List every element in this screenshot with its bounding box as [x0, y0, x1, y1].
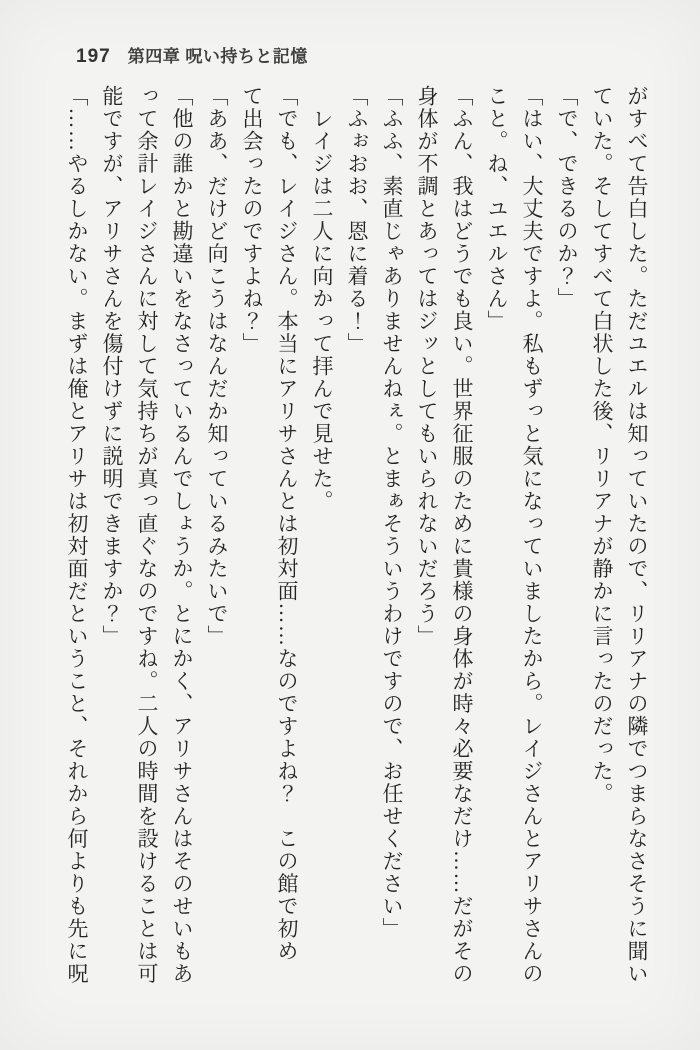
text-line: がすべて告白した。ただユエルは知っていたので、リリアナの隣でつまらなさそうに聞い [625, 85, 649, 985]
text-line: 「でも、レイジさん。本当にアリサさんとは初対面……なのですよね？ この館で初め [275, 85, 299, 963]
text-line: って余計レイジさんに対して気持ちが真っ直ぐなのですね。二人の時間を設けることは可 [135, 85, 159, 985]
vertical-text-block [59, 85, 654, 990]
text-line: レイジは二人に向かって拝んで見せた。 [310, 85, 334, 513]
text-line: 能ですが、アリサさんを傷付けずに説明できますか？」 [100, 85, 124, 648]
text-line: 「で、できるのか？」 [555, 85, 579, 310]
running-header [76, 42, 308, 68]
text-line: こと。ね、ユエルさん」 [485, 85, 509, 333]
text-line: 「ふふ、素直じゃありませんねぇ。とまぁそういうわけですので、お任せください」 [380, 85, 404, 940]
text-line: 「他の誰かと勘違いをなさっているんでしょうか。とにかく、アリサさんはそのせいもあ [170, 85, 194, 985]
text-line: ていた。そしてすべて白状した後、リリアナが静かに言ったのだった。 [590, 85, 614, 805]
text-line: 「……やるしかない。まずは俺とアリサは初対面だということ、それから何よりも先に呪 [65, 85, 89, 985]
chapter-title: 第四章 呪い持ちと記憶 [127, 47, 308, 66]
text-line: て出会ったのですよね？」 [240, 85, 264, 355]
text-line: 「ふん、我はどうでも良い。世界征服のために貴様の身体が時々必要なだけ……だがその [450, 85, 474, 985]
text-line: 「はい、大丈夫ですよ。私もずっと気になっていましたから。レイジさんとアリサさんの [520, 85, 544, 985]
text-line: 「ふぉおお、恩に着る！」 [345, 85, 369, 355]
text-line: 身体が不調とあってはジッとしてもいられないだろう」 [415, 85, 439, 648]
text-line: 「ああ、だけど向こうはなんだか知っているみたいで」 [205, 85, 229, 648]
page-number: 197 [76, 46, 111, 67]
